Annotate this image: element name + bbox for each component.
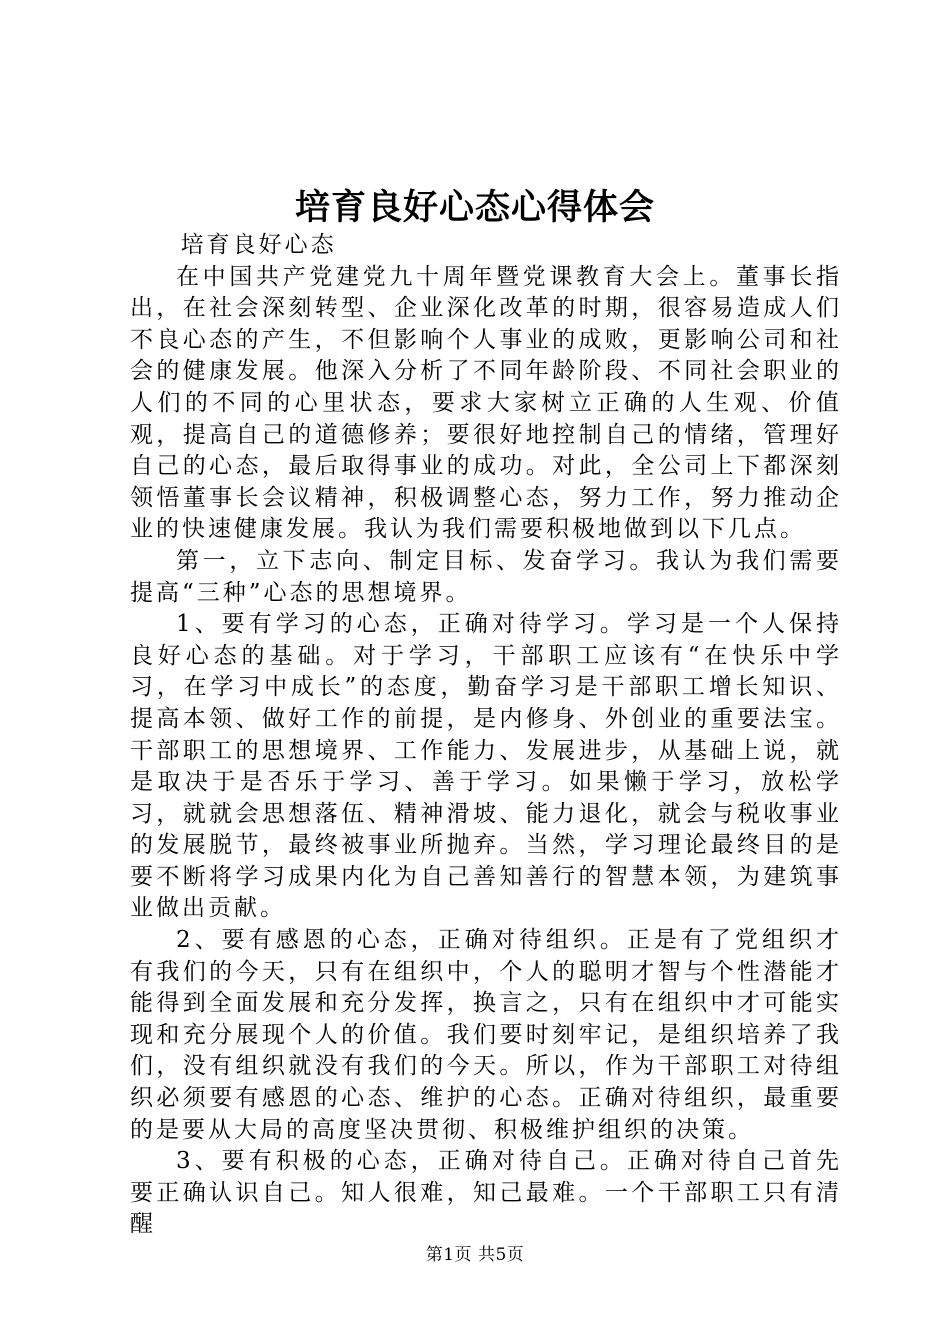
paragraph-gratitude-mindset: 2、要有感恩的心态，正确对待组织。正是有了党组织才有我们的今天，只有在组织中，个人的聪明才智与个性潜能才能得到全面发展和充分发挥，换言之，只有在组织中才可能实现和充分展现个人的价值。我们要时刻牢记，是组织培养了我们，没有组织就没有我们的今天。所以，作为干部职工对待组织必须要有感恩的心态、维护的心态。正确对待组织，最重要的是要从大局的高度坚决贯彻、积极维护组织的决策。 <box>130 927 842 1143</box>
document-body <box>130 230 842 1241</box>
paragraph-subtitle: 培育良好心态 <box>180 232 337 258</box>
document-title: 培育良好心态心得体会 <box>294 187 655 228</box>
paragraph-positive-mindset: 3、要有积极的心态，正确对待自己。正确对待自己首先要正确认识自己。知人很难，知己最难。一个干部职工只有清醒 <box>130 1148 842 1238</box>
page-footer: 第1页 共5页 <box>425 1245 525 1265</box>
paragraph-learning-mindset: 1、要有学习的心态，正确对待学习。学习是一个人保持良好心态的基础。对于学习，干部职工应该有“在快乐中学习，在学习中成长”的态度，勤奋学习是干部职工增长知识、提高本领、做好工作的前提，是内修身、外创业的重要法宝。干部职工的思想境界、工作能力、发展进步，从基础上说，就是取决于是否乐于学习、善于学习。如果懒于学习，放松学习，就就会思想落伍、精神滑坡、能力退化，就会与税收事业的发展脱节，最终被事业所抛弃。当然，学习理论最终目的是要不断将学习成果内化为自己善知善行的智慧本领，为建筑事业做出贡献。 <box>130 611 842 922</box>
paragraph-point-one: 第一，立下志向、制定目标、发奋学习。我认为我们需要提高“三种”心态的思想境界。 <box>130 547 842 606</box>
paragraph-intro: 在中国共产党建党九十周年暨党课教育大会上。董事长指出，在社会深刻转型、企业深化改革的时期，很容易造成人们不良心态的产生，不但影响个人事业的成败，更影响公司和社会的健康发展。他深入分析了不同年龄阶段、不同社会职业的人们的不同的心里状态，要求大家树立正确的人生观、价值观，提高自己的道德修养；要很好地控制自己的情绪，管理好自己的心态，最后取得事业的成功。对此，全公司上下都深刻领悟董事长会议精神，积极调整心态，努力工作，努力推动企业的快速健康发展。我认为我们需要积极地做到以下几点。 <box>130 263 842 543</box>
